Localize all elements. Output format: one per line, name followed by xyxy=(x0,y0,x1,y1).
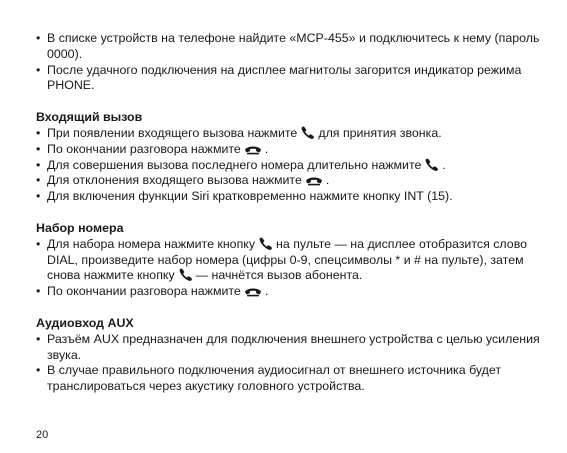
list-item xyxy=(36,189,548,205)
list-item xyxy=(36,31,548,63)
list-item-text: . xyxy=(264,141,269,156)
list-item-text: Для отклонения входящего вызова нажмите xyxy=(47,173,302,188)
list-item-text: . xyxy=(442,157,446,172)
section-heading-aux: Аудиовход AUX xyxy=(36,315,134,330)
list-item-text: При появлении входящего вызова нажмите xyxy=(47,125,298,140)
list-item-text: После удачного подключения на дисплее магнитолы загорится индикатор режима PHONE. xyxy=(47,62,522,93)
phone-answer-icon xyxy=(424,158,439,171)
list-item xyxy=(36,284,548,300)
phone-hangup-icon xyxy=(244,287,262,297)
incoming-call-section xyxy=(36,110,548,205)
list-item xyxy=(36,158,548,174)
section-heading-incoming-call: Входящий вызов xyxy=(36,110,143,125)
page-number: 20 xyxy=(36,429,49,441)
phone-hangup-icon xyxy=(244,145,262,155)
section-heading-dialing: Набор номера xyxy=(36,220,124,235)
list-item-text: В списке устройств на телефоне найдите «MCP-455» и подключитесь к нему (пароль 0000). xyxy=(47,31,540,61)
list-item-text: По окончании разговора нажмите xyxy=(47,284,241,299)
phone-hangup-icon xyxy=(305,176,323,186)
list-item xyxy=(36,173,548,189)
phone-answer-icon xyxy=(258,237,273,250)
list-item xyxy=(36,126,548,142)
dialing-section xyxy=(36,221,548,300)
list-item xyxy=(36,63,548,95)
list-item xyxy=(36,142,548,158)
phone-answer-icon xyxy=(178,268,193,281)
phone-answer-icon xyxy=(300,126,315,139)
list-item-text: В случае правильного подключения аудиосигнал от внешнего источника будет транслироваться через акустику головного устройства. xyxy=(47,363,502,394)
list-item-text: . xyxy=(264,284,269,299)
list-item-text: . xyxy=(325,173,330,188)
list-item-text: Для набора номера нажмите кнопку xyxy=(47,236,256,251)
manual-page-content xyxy=(36,31,548,395)
list-item-text: Для включения функции Siri кратковременно нажмите кнопку INT (15). xyxy=(47,189,453,204)
aux-input-section xyxy=(36,316,548,395)
list-item xyxy=(36,237,548,284)
list-item xyxy=(36,332,548,364)
list-item-text: Разъём AUX предназначен для подключения внешнего устройства с целью усиления звука. xyxy=(47,331,540,362)
list-item xyxy=(36,363,548,395)
bluetooth-pairing-section xyxy=(36,31,548,94)
list-item-text: — начнётся вызов абонента. xyxy=(195,268,363,283)
list-item-text: для принятия звонка. xyxy=(318,125,442,140)
list-item-text: Для совершения вызова последнего номера длительно нажмите xyxy=(47,157,422,172)
list-item-text: По окончании разговора нажмите xyxy=(47,141,241,156)
list-item-text: на пульте — на дисплее отобразится слово DIAL, произведите набор номера (цифры 0-9, спецсимволы * и # на пульте), затем снова нажмите кнопку xyxy=(47,236,528,283)
